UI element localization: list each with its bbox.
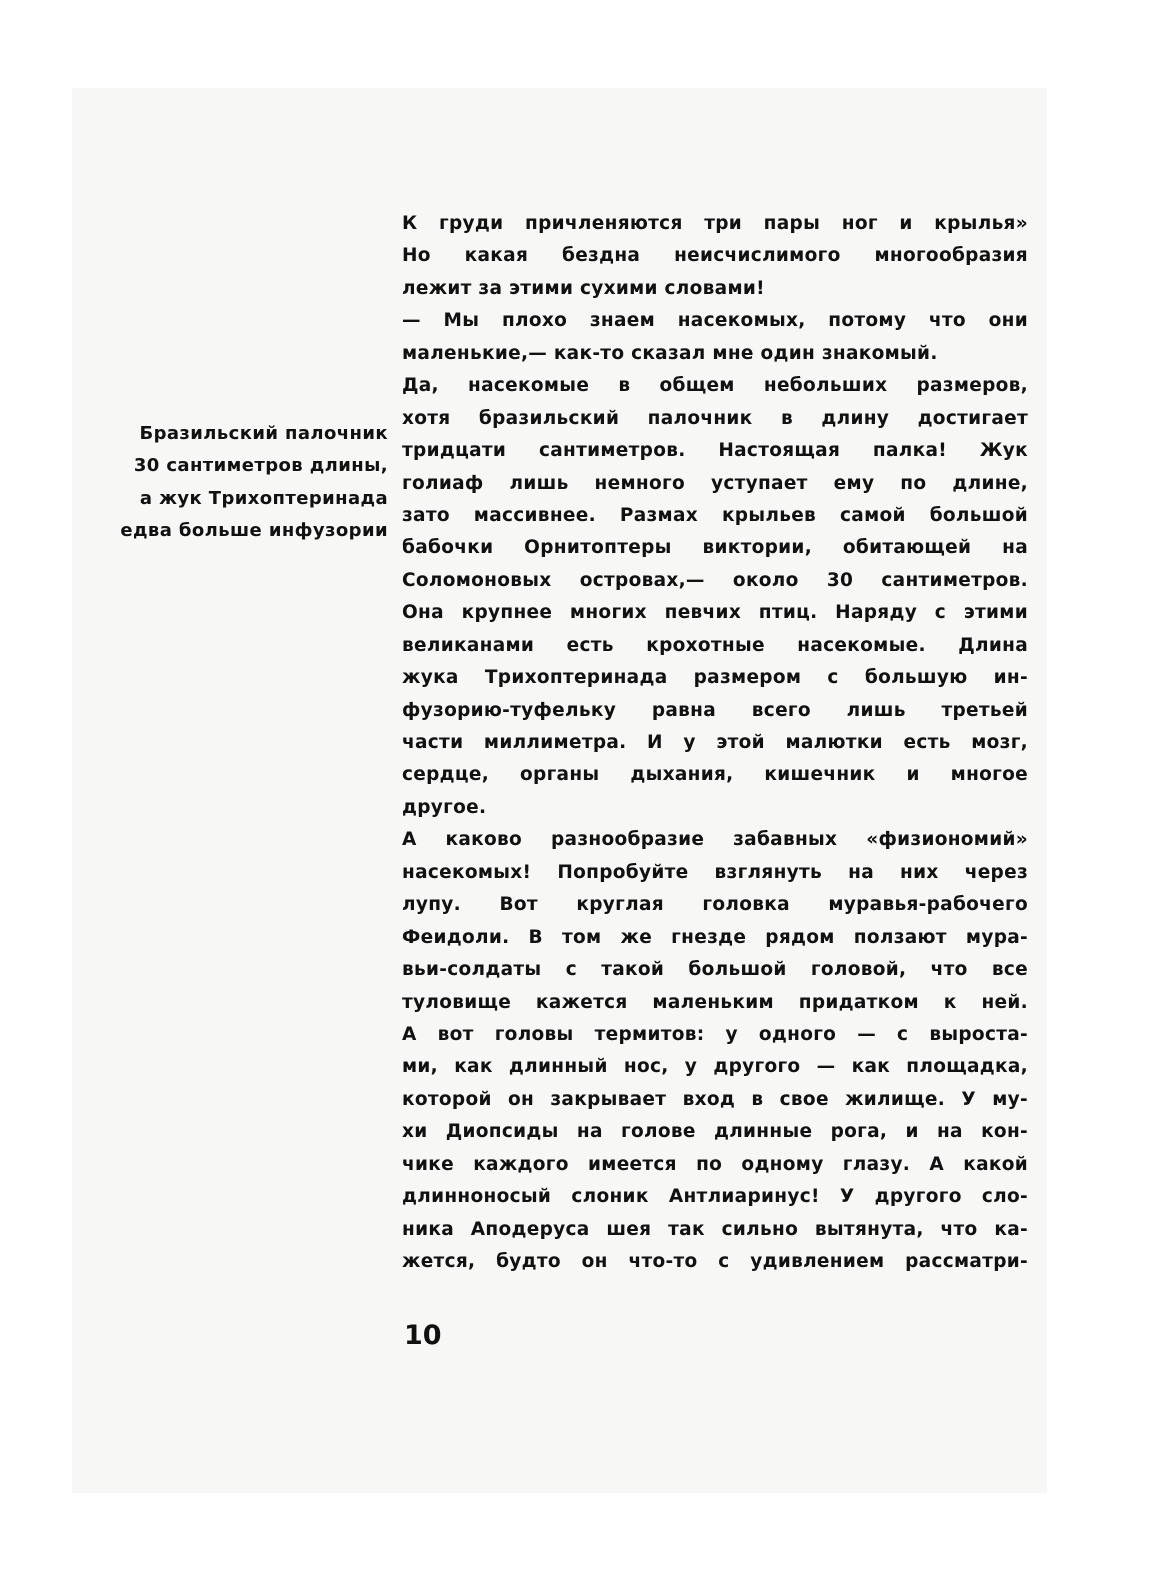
text-line: жется, будто он что-то с удивлением рассматри- <box>402 1251 1028 1272</box>
text-line: К груди причленяются три пары ног и крылья» <box>402 213 1028 234</box>
text-line: сердце, органы дыхания, кишечник и многое <box>402 764 1028 786</box>
text-line: другое. <box>402 796 487 818</box>
caption-line: едва больше инфузории <box>120 519 388 541</box>
text-line: которой он закрывает вход в свое жилище. У му- <box>402 1088 1028 1110</box>
text-line: Соломоновых островах,— около 30 сантиметров. <box>402 569 1028 591</box>
text-line: длинноносый слоник Антлиаринус! У другого сло- <box>402 1186 1028 1208</box>
text-line: тридцати сантиметров. Настоящая палка! Жук <box>402 440 1028 462</box>
text-line: лежит за этими сухими словами! <box>402 277 765 299</box>
text-line: А вот головы термитов: у одного — с выроста- <box>402 1023 1028 1045</box>
caption-line: а жук Трихоптеринада <box>139 487 388 509</box>
text-line: насекомых! Попробуйте взглянуть на них через <box>402 861 1028 883</box>
text-line: бабочки Орнитоптеры виктории, обитающей на <box>402 537 1028 559</box>
text-line: Она крупнее многих певчих птиц. Наряду с этими <box>402 602 1028 624</box>
text-line: жука Трихоптеринада размером с большую ин- <box>402 667 1028 689</box>
text-line: части миллиметра. И у этой малютки есть мозг, <box>402 732 1028 753</box>
text-line: голиаф лишь немного уступает ему по длине, <box>402 472 1028 494</box>
text-line: туловище кажется маленьким придатком к ней. <box>402 991 1028 1013</box>
text-line: хи Диопсиды на голове длинные рога, и на кон- <box>402 1121 1028 1143</box>
sidebar-caption <box>76 418 388 547</box>
text-line: фузорию-туфельку равна всего лишь третьей <box>402 699 1028 721</box>
text-line: Но какая бездна неисчислимого многообразия <box>402 245 1028 267</box>
text-line: великанами есть крохотные насекомые. Длина <box>402 634 1028 656</box>
text-line: Феидоли. В том же гнезде рядом ползают мура- <box>402 926 1028 948</box>
text-line: чике каждого имеется по одному глазу. А какой <box>402 1153 1028 1175</box>
text-line: маленькие,— как-то сказал мне один знакомый. <box>402 342 938 364</box>
caption-line: Бразильский палочник <box>139 423 388 444</box>
text-line: зато массивнее. Размах крыльев самой большой <box>402 504 1028 526</box>
text-line: А каково разнообразие забавных «физиономий» <box>402 829 1028 851</box>
text-line: — Мы плохо знаем насекомых, потому что они <box>402 310 1028 332</box>
body-text <box>402 208 1028 1278</box>
text-line: ми, как длинный нос, у другого — как площадка, <box>402 1056 1028 1078</box>
text-line: хотя бразильский палочник в длину достигает <box>402 407 1028 429</box>
text-line: ника Аподеруса шея так сильно вытянута, что ка- <box>402 1218 1028 1240</box>
text-line: лупу. Вот круглая головка муравья-рабочего <box>402 894 1028 916</box>
page-number: 10 <box>404 1320 442 1351</box>
caption-line: 30 сантиметров длины, <box>133 455 388 477</box>
text-line: Да, насекомые в общем небольших размеров, <box>402 375 1028 397</box>
text-line: вьи-солдаты с такой большой головой, что все <box>402 959 1028 981</box>
